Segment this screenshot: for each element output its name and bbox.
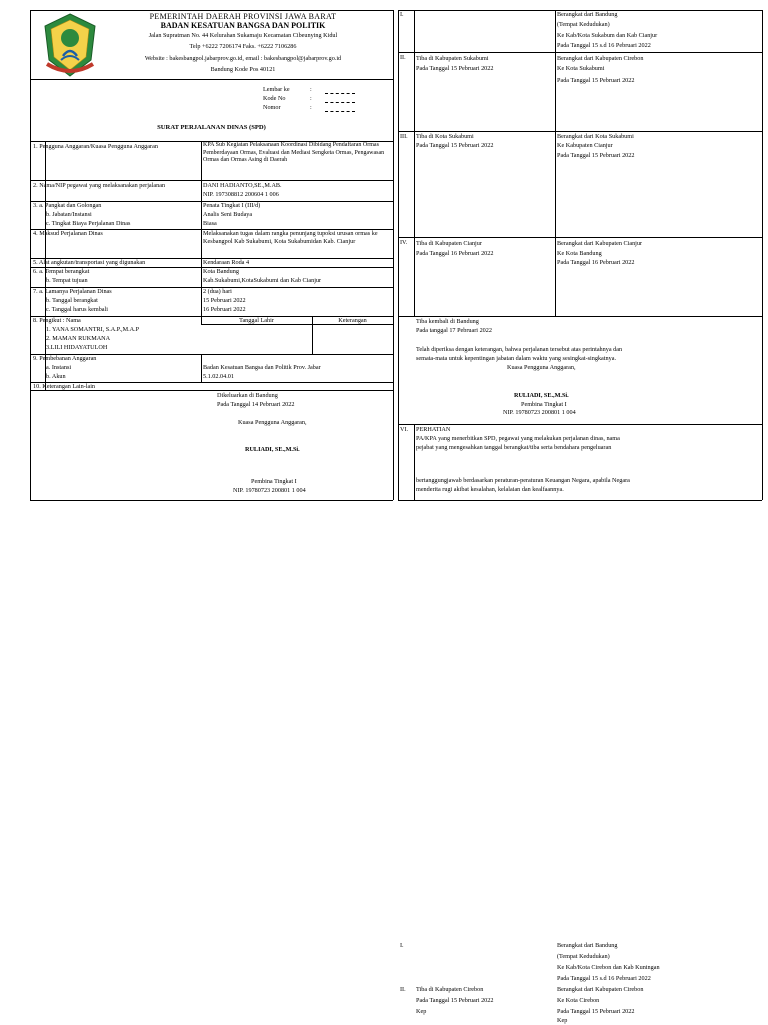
- s4-date: Pada Tanggal 16 Pebruari 2022: [557, 259, 635, 266]
- row7-value-b: 15 Pebruari 2022: [203, 297, 246, 304]
- row7-label-a: 7. a. Lamanya Perjalanan Dinas: [33, 288, 112, 295]
- s3-to: Ke Kabupaten Cianjur: [557, 142, 613, 149]
- s3-arrive: Tiba di Kota Sukabumi: [416, 133, 474, 140]
- row6-label-a: 6. a. Tempat berangkat: [33, 268, 90, 275]
- letterhead-website: Website : bakesbangpol.jabarprov.go.id, email : bakesbangpol@jabarprov.go.id: [144, 55, 342, 62]
- s3-depart: Berangkat dari Kota Sukabumi: [557, 133, 634, 140]
- row6-value-a: Kota Bandung: [203, 268, 239, 275]
- p2-s1-to: Ke Kab/Kota Cirebon dan Kab Kuningan: [557, 964, 660, 971]
- row6-value-b: Kab.Sukabumi,KotaSukabumi dan Kab Cianjur: [203, 277, 322, 284]
- s5-note-2: semata-mata untuk kepentingan jabatan dalam waktu yang sesingkat-singkatnya.: [416, 355, 617, 362]
- issued-role: Kuasa Pengguna Anggaran,: [238, 419, 307, 426]
- s6-note-1: PA/KPA yang menerbitkan SPD, pegawai yang melakukan perjalanan dinas, nama: [416, 435, 620, 442]
- colon: :: [310, 104, 312, 111]
- pengikut-3: 3.LILI HIDAYATULOH: [46, 344, 108, 351]
- row4-label: 4. Maksud Perjalanan Dinas: [33, 230, 103, 237]
- p2-s2-arrive: Tiba di Kabupaten Cirebon: [416, 986, 484, 993]
- row1-label: 1. Pengguna Anggaran/Kuasa Pengguna Anggaran: [33, 143, 158, 150]
- row2-label: 2. Nama/NIP pegawai yang melaksanakan perjalanan: [33, 182, 166, 189]
- letterhead-city: Bandung Kode Pos 40121: [210, 66, 276, 73]
- s6-note-4: menderita rugi akibat kesalahan, kelalaian dan kealfaannya.: [416, 486, 564, 493]
- p2-s2-date: Pada Tanggal 15 Pebruari 2022: [557, 1008, 635, 1015]
- row8-label: 8. Pengikut : Nama: [33, 317, 81, 324]
- issued-nip: NIP. 19780723 200801 1 004: [233, 487, 306, 494]
- s5-role: Kuasa Pengguna Anggaran,: [507, 364, 576, 371]
- s2-arrive-date: Pada Tanggal 15 Pebruari 2022: [416, 65, 494, 72]
- p2-s1-depart: Berangkat dari Bandung: [557, 942, 618, 949]
- row1-value: KPA Sub Kegiatan Pelaksanaan Koordinasi Dibidang Pendaftaran Ormas Pemberdayaan Ormas, Evaluasi dan Mediasi Sengketa Ormas, Pengawasan Ormas dan Ormas Asing di Daerah: [203, 142, 385, 163]
- section-4-number: IV.: [400, 239, 408, 246]
- p2-section-1-number: I.: [400, 942, 404, 949]
- lembar-label: Lembar ke: [263, 86, 290, 93]
- form-title: SURAT PERJALANAN DINAS (SPD): [157, 124, 266, 131]
- s2-depart: Berangkat dari Kabupaten Cirebon: [557, 55, 644, 62]
- row6-label-b: b. Tempat tujuan: [46, 277, 88, 284]
- s2-to: Ke Kota Sukabumi: [557, 65, 605, 72]
- issued-rank: Pembina Tingkat I: [251, 478, 297, 485]
- row2-name: DANI HADIANTO,SE.,M.AB.: [203, 182, 282, 189]
- row3-label-b: b. Jabatan/Instansi: [46, 211, 92, 218]
- s4-depart: Berangkat dari Kabupaten Cianjur: [557, 240, 643, 247]
- s3-arrive-date: Pada Tanggal 15 Pebruari 2022: [416, 142, 494, 149]
- row5-value: Kendaraan Roda 4: [203, 259, 250, 266]
- section-6-number: VI.: [400, 426, 409, 433]
- pengikut-1: 1. YANA SOMANTRI, S.A.P.,M.A.P: [46, 326, 140, 333]
- row9-label-b: b. Akun: [46, 373, 66, 380]
- row9-value-b: 5.1.02.04.01: [203, 373, 234, 380]
- s5-note-1: Telah diperiksa dengan keterangan, bahwa perjalanan tersebut atas perintahnya dan: [416, 346, 623, 353]
- issued-date: Pada Tanggal 14 Pebruari 2022: [217, 401, 295, 408]
- section-2-number: II.: [400, 54, 406, 61]
- row7-value-c: 16 Pebruari 2022: [203, 306, 246, 313]
- s2-arrive: Tiba di Kabupaten Sukabumi: [416, 55, 489, 62]
- p2-s2-kep: Kep: [416, 1008, 427, 1015]
- colon: :: [310, 95, 312, 102]
- s3-date: Pada Tanggal 15 Pebruari 2022: [557, 152, 635, 159]
- pengikut-2: 2. MAMAN RUKMANA: [46, 335, 111, 342]
- row3-value-c: Biasa: [203, 220, 217, 227]
- row5-label: 5. Alat angkutan/transportasi yang digunakan: [33, 259, 146, 266]
- s6-note-3: bertanggungjawab berdasarkan peraturan-peraturan Keuangan Negara, apabila Negara: [416, 477, 630, 484]
- row3-label-c: c. Tingkat Biaya Perjalanan Dinas: [46, 220, 131, 227]
- p2-s2-arrive-date: Pada Tanggal 15 Pebruari 2022: [416, 997, 494, 1004]
- row3-value-b: Analis Seni Budaya: [203, 211, 253, 218]
- s6-note-2: pejabat yang mengesahkan tanggal berangkat/tiba serta bendahara pengeluaran: [416, 444, 612, 451]
- p2-s2-depart: Berangkat dari Kabupaten Cirebon: [557, 986, 644, 993]
- letterhead-address: Jalan Supratman No. 44 Kelurahan Sukamaju Kecamatan Cibeunying Kidul: [148, 32, 338, 39]
- s5-name: RULIADI, SE.,M.Si.: [514, 392, 569, 399]
- row7-label-c: c. Tanggal harus kembali: [46, 306, 108, 313]
- row4-value: Melaksanakan tugas dalam rangka penunjang tupoksi urusan ormas ke Kesbangpol Kab Sukabumi, Kota Sukabumidan Kab. Cianjur: [203, 230, 378, 245]
- s5-return: Tiba kembali di Bandung: [416, 318, 479, 325]
- row2-nip: NIP. 197308812 200604 1 006: [203, 191, 279, 198]
- colon: :: [310, 86, 312, 93]
- letterhead-line2: BADAN KESATUAN BANGSA DAN POLITIK: [160, 21, 326, 30]
- p2-section-2-number: II.: [400, 986, 406, 993]
- s1-place: (Tempat Kedudukan): [557, 21, 610, 28]
- row8-col-keterangan: Keterangan: [338, 317, 367, 324]
- section-1-number: I.: [400, 11, 404, 18]
- row7-value-a: 2 (dua) hari: [203, 288, 232, 295]
- nomor-label: Nomor: [263, 104, 281, 111]
- s5-nip: NIP. 19780723 200801 1 004: [503, 409, 576, 416]
- s4-arrive-date: Pada Tanggal 16 Pebruari 2022: [416, 250, 494, 257]
- row7-label-b: b. Tanggal berangkat: [46, 297, 98, 304]
- s1-to: Ke Kab/Kota Sukabum dan Kab Cianjur: [557, 32, 658, 39]
- section-3-number: III.: [400, 133, 408, 140]
- p2-s2-kep-right: Kep: [557, 1017, 568, 1024]
- row10-label: 10. Keterangan Lain-lain: [33, 383, 96, 390]
- s6-title: PERHATIAN: [416, 426, 451, 433]
- row9-value-a: Badan Kesatuan Bangsa dan Politik Prov. Jabar: [203, 364, 321, 371]
- s1-depart: Berangkat dari Bandung: [557, 11, 618, 18]
- row3-label-a: 3. a. Pangkat dan Golongan: [33, 202, 102, 209]
- s1-date: Pada Tanggal 15 s.d 16 Pebruari 2022: [557, 42, 651, 49]
- row3-value-a: Penata Tingkat I (III/d): [203, 202, 261, 209]
- issued-place: Dikeluarkan di Bandung: [217, 392, 278, 399]
- s2-date: Pada Tanggal 15 Pebruari 2022: [557, 77, 635, 84]
- p2-s1-date: Pada Tanggal 15 s.d 16 Pebruari 2022: [557, 975, 651, 982]
- letterhead-line1: PEMERINTAH DAERAH PROVINSI JAWA BARAT: [149, 12, 337, 21]
- kode-label: Kode No: [263, 95, 286, 102]
- letterhead-phone: Telp +6222 7206174 Faks. +6222 7106286: [189, 43, 297, 50]
- p2-s2-to: Ke Kota Cirebon: [557, 997, 600, 1004]
- row9-label-a: a. Instansi: [46, 364, 72, 371]
- jabar-logo-icon: [41, 12, 99, 78]
- s5-rank: Pembina Tingkat I: [521, 401, 567, 408]
- row9-label: 9. Pembebanan Anggaran: [33, 355, 97, 362]
- row8-col-tanggal: Tanggal Lahir: [239, 317, 274, 324]
- issued-name: RULIADI, SE.,M.Si.: [245, 446, 300, 453]
- p2-s1-place: (Tempat Kedudukan): [557, 953, 610, 960]
- s4-arrive: Tiba di Kabupaten Cianjur: [416, 240, 482, 247]
- s4-to: Ke Kota Bandung: [557, 250, 602, 257]
- s5-return-date: Pada tanggal 17 Pebruari 2022: [416, 327, 492, 334]
